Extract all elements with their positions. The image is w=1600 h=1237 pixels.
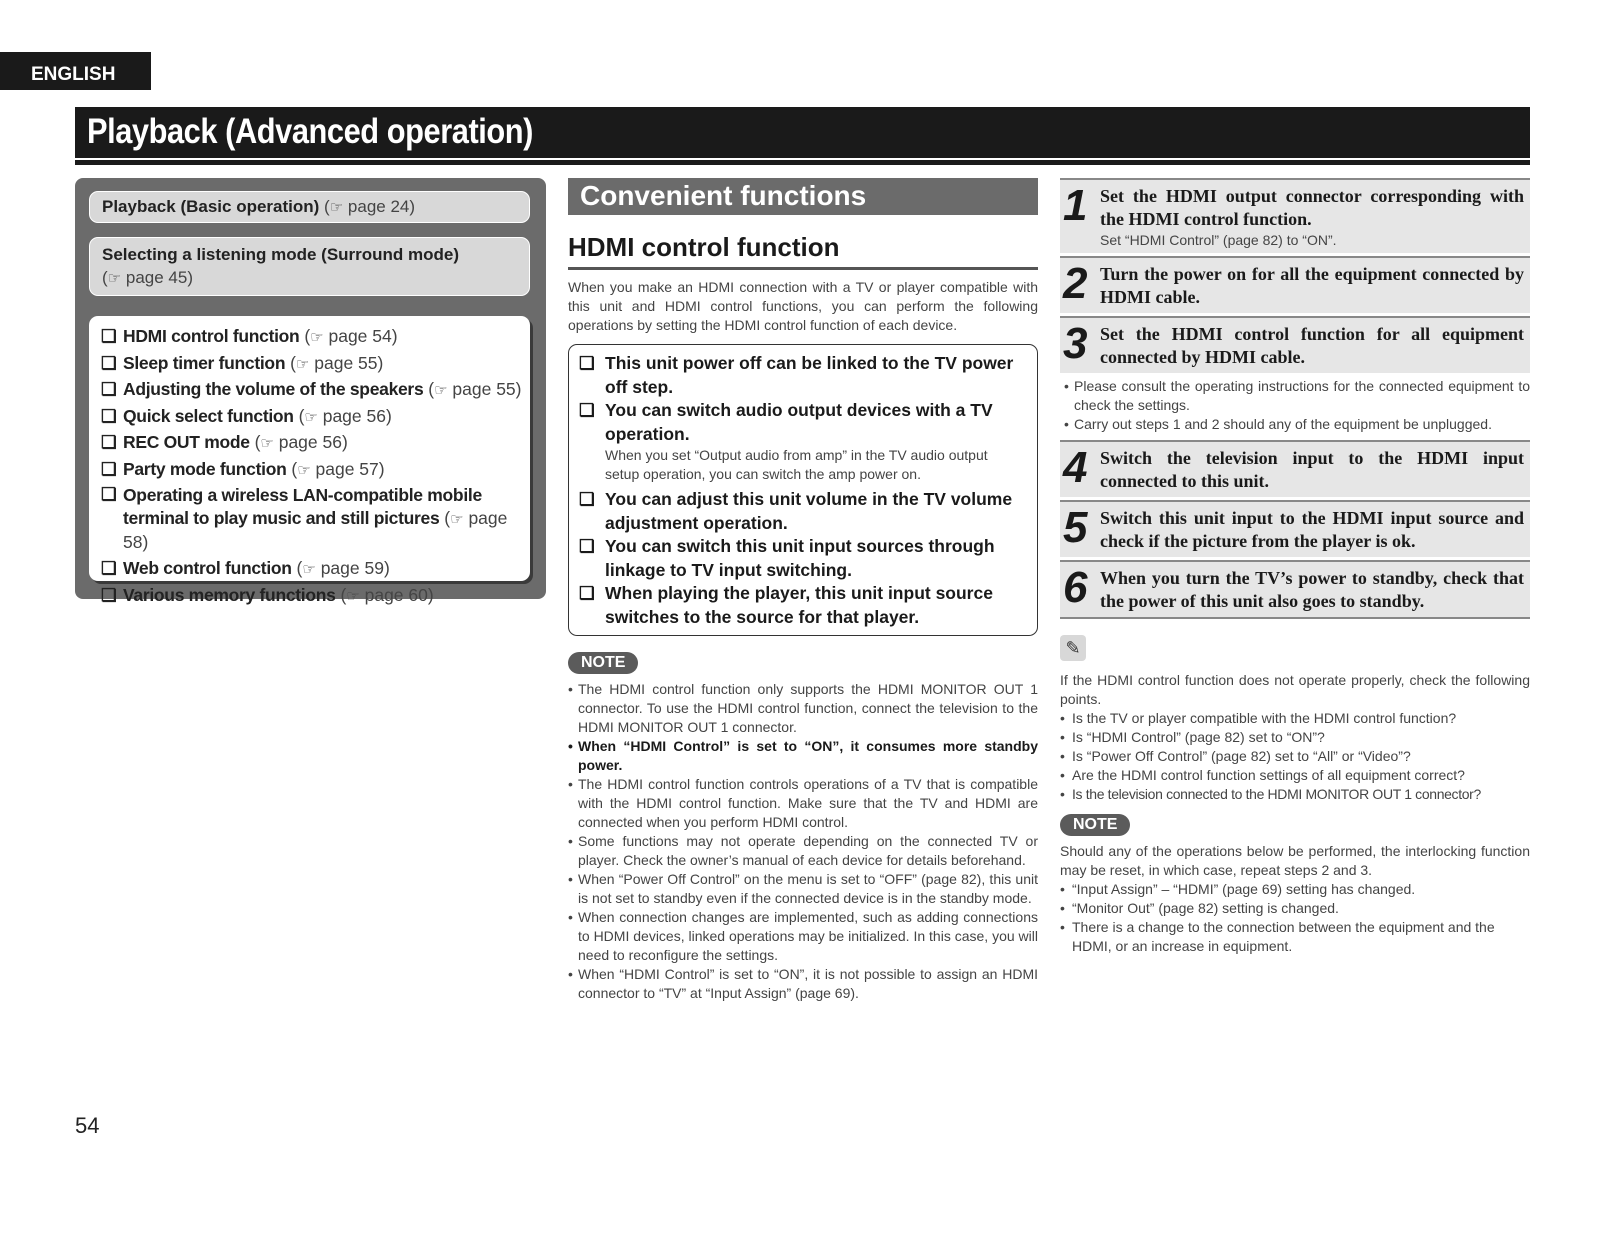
check-item: • Are the HDMI control function settings of all equipment correct? — [1060, 767, 1465, 783]
feature-title: You can switch this unit input sources through linkage to TV input switching. — [605, 536, 995, 580]
step-number: 5 — [1063, 503, 1088, 552]
check-item: • Is “Power Off Control” (page 82) set to “All” or “Video”? — [1060, 748, 1411, 764]
toc-label: REC OUT mode — [123, 432, 250, 452]
note-text: When “Power Off Control” on the menu is set to “OFF” (page 82), this unit is not set to standby even if the connected device is in the standby mode. — [578, 871, 1038, 906]
bullet-item: • Please consult the operating instructions for the connected equipment to check the settings. — [1064, 378, 1530, 413]
sidebar-link-label: Playback (Basic operation) — [102, 197, 320, 216]
note-text: Some functions may not operate depending on the connected TV or player. Check the owner’s manual of each device for details beforehand. — [578, 833, 1038, 868]
note-item: • “Input Assign” – “HDMI” (page 69) setting has changed. — [1060, 881, 1416, 897]
checkbox-icon: ❏ — [101, 558, 117, 578]
hand-pointer-icon: ☞ — [310, 329, 324, 346]
feature-item — [579, 582, 1025, 629]
hand-pointer-icon: ☞ — [434, 382, 448, 399]
toc-item-wireless-lan[interactable]: ❏ Operating a wireless LAN-compatible mobile terminal to play music and still pictures (☞ page 58) — [101, 484, 508, 552]
toc-item-quick-select[interactable]: ❏ Quick select function (☞ page 56) — [101, 404, 530, 431]
hand-pointer-icon: ☞ — [304, 408, 318, 426]
toc-item-memory-functions[interactable]: ❏ Various memory functions (☞ page 60) — [101, 583, 530, 610]
check-text: Is “HDMI Control” (page 82) set to “ON”? — [1072, 729, 1325, 745]
page-ref: page 58 — [123, 508, 508, 552]
note-badge: NOTE — [1060, 814, 1130, 836]
feature-list — [568, 344, 1038, 636]
toc-label: Party mode function — [123, 458, 287, 479]
step-1 — [1060, 178, 1530, 253]
note-list — [1060, 880, 1530, 956]
note-intro: Should any of the operations below be performed, the interlocking function may be reset, in which case, repeat steps 2 and 3. — [1060, 843, 1530, 878]
section-heading: Convenient functions — [568, 178, 1038, 215]
feature-title: You can adjust this unit volume in the TV volume adjustment operation. — [605, 489, 1013, 533]
toc-label: Sleep timer function — [123, 352, 286, 373]
checkbox-icon: ❏ — [579, 536, 595, 556]
checkbox-icon: ❏ — [101, 379, 117, 399]
feature-title: This unit power off can be linked to the TV power off step. — [605, 353, 1014, 397]
step-number: 4 — [1063, 443, 1088, 492]
step-2 — [1060, 256, 1530, 313]
step-number: 2 — [1063, 259, 1088, 308]
sidebar-link-basic-operation[interactable]: Playback (Basic operation) (☞ page 24) — [89, 191, 530, 223]
step-title: Turn the power on for all the equipment connected by HDMI cable. — [1100, 264, 1524, 307]
checkbox-icon: ❏ — [101, 484, 117, 504]
check-text: Are the HDMI control function settings of all equipment correct? — [1072, 767, 1465, 783]
page-title-text: Playback (Advanced operation) — [87, 112, 533, 151]
note-item: • When “HDMI Control” is set to “ON”, it is not possible to assign an HDMI connector to “TV” at “Input Assign” (page 69). — [568, 966, 1038, 1001]
toc-item-party-mode[interactable]: ❏ Party mode function (☞ page 57) — [101, 457, 530, 484]
note-text: When “HDMI Control” is set to “ON”, it is not possible to assign an HDMI connector to “TV” at “Input Assign” (page 69). — [578, 966, 1038, 1001]
toc-item-rec-out[interactable]: ❏ REC OUT mode (☞ page 56) — [101, 430, 530, 457]
hand-pointer-icon: ☞ — [302, 561, 316, 578]
note-item: • The HDMI control function controls operations of a TV that is compatible with the HDMI control function. Make sure that the TV and HDMI are connected when you perform HDMI control. — [568, 776, 1038, 830]
step-number: 3 — [1063, 319, 1088, 368]
toc-label: Adjusting the volume of the speakers — [123, 379, 424, 399]
page-title — [75, 107, 1530, 158]
page-number: 54 — [75, 1113, 100, 1138]
step-number: 1 — [1063, 181, 1088, 230]
note-item: • When “HDMI Control” is set to “ON”, it consumes more standby power. — [568, 738, 1038, 773]
step-3 — [1060, 316, 1530, 373]
step-title: Switch this unit input to the HDMI input source and check if the picture from the player is ok. — [1100, 508, 1524, 551]
note-item: • “Monitor Out” (page 82) setting is changed. — [1060, 900, 1339, 916]
bullet-item: • Carry out steps 1 and 2 should any of the equipment be unplugged. — [1064, 416, 1492, 432]
step-3-bullets — [1060, 373, 1530, 440]
page-ref: page 56 — [278, 432, 342, 452]
page-ref: page 56 — [322, 405, 386, 426]
step-title: Set the HDMI control function for all equipment connected by HDMI cable. — [1100, 324, 1524, 367]
step-title: Set the HDMI output connector corresponding with the HDMI control function. — [1100, 186, 1524, 229]
page-ref: page 57 — [315, 458, 379, 479]
sidebar-link-listening-mode[interactable]: Selecting a listening mode (Surround mode) (☞ page 45) — [89, 237, 530, 296]
note-text: There is a change to the connection between the equipment and the HDMI, or an increase in equipment. — [1072, 919, 1495, 954]
page-ref: page 55 — [452, 379, 516, 399]
note-list — [568, 680, 1038, 1003]
hand-pointer-icon: ☞ — [297, 461, 311, 479]
step-number: 6 — [1063, 563, 1088, 612]
page-ref: page 55 — [314, 352, 378, 373]
check-item: • Is the TV or player compatible with the HDMI control function? — [1060, 710, 1457, 726]
checkbox-icon: ❏ — [101, 432, 117, 452]
page-ref: page 60 — [364, 584, 428, 605]
right-column — [1060, 178, 1530, 956]
feature-title: When playing the player, this unit input source switches to the source for that player. — [605, 583, 993, 627]
hand-pointer-icon: ☞ — [107, 270, 122, 287]
check-text: Is the television connected to the HDMI MONITOR OUT 1 connector? — [1072, 786, 1481, 802]
middle-column — [568, 178, 1038, 1003]
sidebar-navigation — [75, 178, 546, 605]
step-title: When you turn the TV’s power to standby, check that the power of this unit also goes to standby. — [1100, 568, 1524, 611]
step-4 — [1060, 440, 1530, 497]
sidebar-toc — [89, 316, 530, 605]
feature-detail: When you set “Output audio from amp” in the TV audio output setup operation, you can switch the amp power on. — [605, 447, 988, 482]
check-text: Is “Power Off Control” (page 82) set to “All” or “Video”? — [1072, 748, 1411, 764]
note-text: “Input Assign” – “HDMI” (page 69) setting has changed. — [1072, 881, 1416, 897]
toc-label: Operating a wireless LAN-compatible mobile terminal to play music and still pictures — [123, 485, 482, 528]
note-text: The HDMI control function only supports the HDMI MONITOR OUT 1 connector. To use the HDMI control function, connect the television to the HDMI MONITOR OUT 1 connector. — [578, 681, 1038, 735]
toc-label: Quick select function — [123, 405, 294, 426]
checkbox-icon: ❏ — [101, 405, 117, 426]
note-text: When “HDMI Control” is set to “ON”, it consumes more standby power. — [578, 738, 1038, 773]
step-6 — [1060, 560, 1530, 619]
note-text: “Monitor Out” (page 82) setting is changed. — [1072, 900, 1339, 916]
toc-item-web-control[interactable]: ❏ Web control function (☞ page 59) — [101, 556, 530, 583]
note-text: The HDMI control function controls operations of a TV that is compatible with the HDMI control function. Make sure that the TV and HDMI are connected when you perform HDMI control. — [578, 776, 1038, 830]
note-item: • Some functions may not operate depending on the connected TV or player. Check the owner’s manual of each device for details beforehand. — [568, 833, 1038, 868]
checkbox-icon: ❏ — [101, 584, 117, 605]
checkbox-icon: ❏ — [579, 583, 595, 603]
checkbox-icon: ❏ — [579, 353, 595, 373]
pencil-icon: ✎ — [1060, 635, 1086, 661]
page-ref: page 54 — [328, 326, 392, 346]
checkbox-icon: ❏ — [101, 458, 117, 479]
hand-pointer-icon: ☞ — [260, 435, 274, 452]
note-item: • When connection changes are implemented, such as adding connections to HDMI devices, linked operations may be initialized. In this case, you will need to reconfigure the settings. — [568, 909, 1038, 963]
language-tab: ENGLISH — [0, 52, 151, 90]
check-item: • Is “HDMI Control” (page 82) set to “ON”? — [1060, 729, 1325, 745]
note-item: • The HDMI control function only supports the HDMI MONITOR OUT 1 connector. To use the HDMI control function, connect the television to the HDMI MONITOR OUT 1 connector. — [568, 681, 1038, 735]
feature-item — [579, 488, 1025, 535]
step-title: Switch the television input to the HDMI input connected to this unit. — [1100, 448, 1524, 491]
page-ref: page 24 — [347, 197, 410, 216]
check-item: • Is the television connected to the HDMI MONITOR OUT 1 connector? — [1060, 786, 1481, 802]
note-item: • When “Power Off Control” on the menu is set to “OFF” (page 82), this unit is not set to standby even if the connected device is in the standby mode. — [568, 871, 1038, 906]
note-badge: NOTE — [568, 652, 638, 674]
toc-label: Web control function — [123, 558, 292, 578]
bullet-text: Please consult the operating instructions for the connected equipment to check the settings. — [1074, 378, 1530, 413]
check-intro: If the HDMI control function does not operate properly, check the following points. — [1060, 672, 1530, 707]
checkbox-icon: ❏ — [579, 489, 595, 509]
step-5 — [1060, 500, 1530, 557]
feature-item — [579, 352, 1025, 399]
checkbox-icon: ❏ — [101, 352, 117, 373]
page-ref: page 59 — [320, 558, 384, 578]
note-item: • There is a change to the connection between the equipment and the HDMI, or an increase in equipment. — [1060, 919, 1495, 954]
hand-pointer-icon: ☞ — [346, 587, 360, 605]
page-ref: page 45 — [125, 268, 188, 287]
step-detail: Set “HDMI Control” (page 82) to “ON”. — [1100, 232, 1337, 248]
subsection-heading: HDMI control function — [568, 232, 1038, 270]
intro-paragraph: When you make an HDMI connection with a TV or player compatible with this unit and HDMI control functions, you can perform the following operations by setting the HDMI control function of each device. — [568, 279, 1038, 333]
sidebar-link-label: Selecting a listening mode (Surround mode) — [102, 245, 460, 264]
check-text: Is the TV or player compatible with the HDMI control function? — [1072, 710, 1457, 726]
hand-pointer-icon: ☞ — [329, 199, 344, 216]
feature-item — [579, 535, 1025, 582]
toc-item-hdmi-control[interactable]: ❏ HDMI control function (☞ page 54) — [101, 324, 530, 351]
checkbox-icon: ❏ — [579, 400, 595, 420]
toc-label: HDMI control function — [123, 326, 300, 346]
toc-item-sleep-timer[interactable]: ❏ Sleep timer function (☞ page 55) — [101, 351, 530, 378]
note-text: When connection changes are implemented, such as adding connections to HDMI devices, linked operations may be initialized. In this case, you will need to reconfigure the settings. — [578, 909, 1038, 963]
checkbox-icon: ❏ — [101, 326, 117, 346]
toc-item-speaker-volume[interactable]: ❏ Adjusting the volume of the speakers (☞ page 55) — [101, 377, 530, 404]
title-rule — [75, 160, 1530, 165]
check-list — [1060, 709, 1530, 804]
feature-item — [579, 399, 1025, 488]
hand-pointer-icon: ☞ — [450, 511, 464, 528]
toc-label: Various memory functions — [123, 584, 336, 605]
bullet-text: Carry out steps 1 and 2 should any of the equipment be unplugged. — [1074, 416, 1492, 432]
feature-title: You can switch audio output devices with a TV operation. — [605, 400, 993, 444]
hand-pointer-icon: ☞ — [295, 355, 310, 373]
